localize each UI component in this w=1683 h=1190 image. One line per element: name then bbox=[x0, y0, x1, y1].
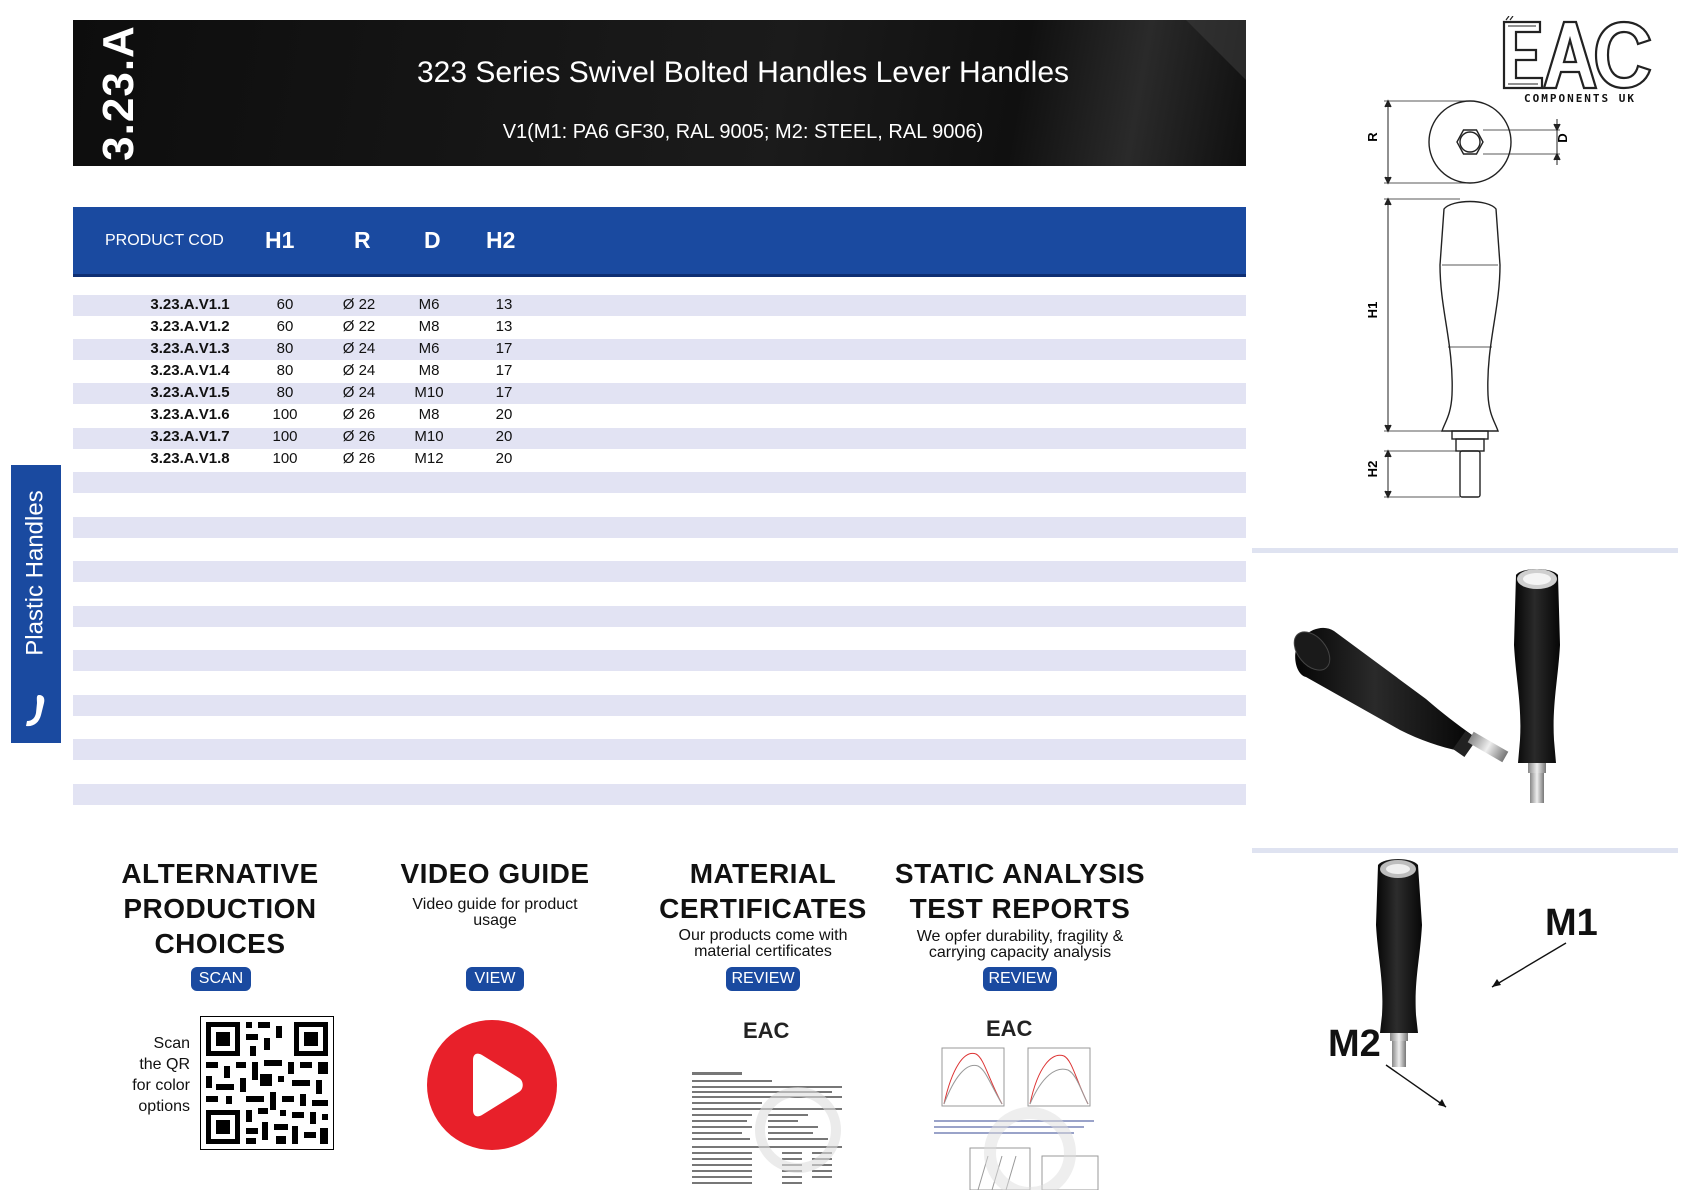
panel-divider bbox=[1252, 548, 1678, 553]
page-title: 323 Series Swivel Bolted Handles Lever Handles bbox=[416, 56, 1070, 89]
column-header-h2: H2 bbox=[486, 227, 516, 253]
cell-product-code: 3.23.A.V1.5 bbox=[150, 384, 230, 401]
section-description-line: We opfer durability, fragility & bbox=[916, 928, 1124, 945]
cell-r: Ø 24 bbox=[342, 384, 376, 401]
cell-h2: 20 bbox=[495, 406, 513, 423]
section-title-line: PRODUCTION bbox=[123, 893, 317, 924]
cell-product-code: 3.23.A.V1.1 bbox=[150, 296, 230, 313]
table-row bbox=[73, 316, 1246, 338]
test-report-thumbnail[interactable] bbox=[930, 1008, 1110, 1190]
cell-d: M10 bbox=[414, 428, 444, 445]
cell-d: M8 bbox=[418, 362, 440, 379]
section-description-line: usage bbox=[473, 912, 517, 929]
table-stripe bbox=[73, 739, 1246, 760]
cell-d: M10 bbox=[414, 384, 444, 401]
section-description-line: carrying capacity analysis bbox=[928, 944, 1112, 961]
section-title-line: STATIC ANALYSIS bbox=[894, 858, 1146, 889]
dim-label-h1: H1 bbox=[1365, 301, 1380, 319]
scan-instructions-line: options bbox=[138, 1098, 190, 1115]
cell-r: Ø 24 bbox=[342, 340, 376, 357]
qr-code-icon[interactable] bbox=[200, 1016, 334, 1150]
product-photo bbox=[1290, 565, 1660, 865]
top-view-circle bbox=[1429, 101, 1511, 183]
scan-button[interactable]: SCAN bbox=[191, 967, 251, 991]
cell-h2: 13 bbox=[495, 296, 513, 313]
cell-h2: 20 bbox=[495, 450, 513, 467]
scan-instructions-line: Scan bbox=[153, 1035, 190, 1052]
cell-d: M8 bbox=[418, 406, 440, 423]
thumbnail-logo-text: EAC bbox=[986, 1016, 1033, 1041]
column-header-h1: H1 bbox=[265, 227, 295, 253]
cell-r: Ø 26 bbox=[342, 450, 376, 467]
review-test-reports-button[interactable]: REVIEW bbox=[983, 967, 1057, 991]
cell-h2: 17 bbox=[495, 340, 513, 357]
play-video-icon[interactable] bbox=[427, 1020, 557, 1150]
cell-product-code: 3.23.A.V1.2 bbox=[150, 318, 230, 335]
table-row bbox=[73, 382, 1246, 404]
cell-d: M8 bbox=[418, 318, 440, 335]
cell-product-code: 3.23.A.V1.8 bbox=[150, 450, 230, 467]
title-banner bbox=[73, 20, 1246, 166]
material-label-m1: M1 bbox=[1545, 902, 1598, 944]
thumbnail-logo-text: EAC bbox=[743, 1018, 790, 1043]
section-title: VIDEO GUIDE bbox=[400, 858, 590, 889]
table-row bbox=[73, 404, 1246, 426]
cell-r: Ø 22 bbox=[342, 318, 376, 335]
cell-r: Ø 26 bbox=[342, 428, 376, 445]
dim-label-d: D bbox=[1555, 133, 1570, 143]
section-title-line: CHOICES bbox=[154, 928, 286, 959]
column-header-product-code: PRODUCT COD bbox=[105, 232, 224, 249]
panel-divider bbox=[1252, 848, 1678, 853]
dim-label-r: R bbox=[1365, 132, 1380, 142]
technical-drawing bbox=[1360, 95, 1580, 545]
cell-r: Ø 26 bbox=[342, 406, 376, 423]
table-row bbox=[73, 294, 1246, 316]
cell-h1: 80 bbox=[276, 362, 294, 379]
cell-h1: 100 bbox=[272, 406, 298, 423]
review-certificates-button[interactable]: REVIEW bbox=[726, 967, 800, 991]
cell-r: Ø 22 bbox=[342, 296, 376, 313]
series-code: 3.23.A bbox=[94, 25, 144, 161]
table-stripe bbox=[73, 561, 1246, 582]
table-row bbox=[73, 360, 1246, 382]
table-stripe bbox=[73, 695, 1246, 716]
cell-d: M12 bbox=[414, 450, 444, 467]
cell-h2: 17 bbox=[495, 384, 513, 401]
cell-product-code: 3.23.A.V1.4 bbox=[150, 362, 230, 379]
section-description-line: Video guide for product bbox=[412, 896, 578, 913]
cell-h1: 80 bbox=[276, 340, 294, 357]
table-row bbox=[73, 448, 1246, 470]
side-tab-label: Plastic Handles bbox=[22, 489, 50, 656]
scan-instructions-line: for color bbox=[132, 1077, 190, 1094]
table-stripe bbox=[73, 472, 1246, 493]
cell-r: Ø 24 bbox=[342, 362, 376, 379]
column-header-d: D bbox=[424, 227, 441, 253]
section-title-line: CERTIFICATES bbox=[659, 893, 867, 924]
column-header-r: R bbox=[354, 227, 371, 253]
section-title-line: ALTERNATIVE bbox=[121, 858, 319, 889]
cell-product-code: 3.23.A.V1.3 bbox=[150, 340, 230, 357]
cell-product-code: 3.23.A.V1.7 bbox=[150, 428, 230, 445]
cell-h1: 100 bbox=[272, 450, 298, 467]
cell-h2: 17 bbox=[495, 362, 513, 379]
cell-h1: 60 bbox=[276, 318, 294, 335]
section-description-line: Our products come with bbox=[678, 927, 848, 944]
view-video-button[interactable]: VIEW bbox=[466, 967, 524, 991]
cell-h2: 13 bbox=[495, 318, 513, 335]
cell-h1: 100 bbox=[272, 428, 298, 445]
cell-d: M6 bbox=[418, 340, 440, 357]
table-row bbox=[73, 426, 1246, 448]
scan-instructions-line: the QR bbox=[139, 1056, 190, 1073]
cell-h1: 60 bbox=[276, 296, 294, 313]
certificate-document-thumbnail[interactable] bbox=[688, 1010, 858, 1190]
table-stripe bbox=[73, 784, 1246, 805]
table-stripe bbox=[73, 606, 1246, 627]
section-description-line: material certificates bbox=[694, 943, 832, 960]
table-stripe bbox=[73, 650, 1246, 671]
material-label-m2: M2 bbox=[1328, 1023, 1381, 1065]
section-title-line: TEST REPORTS bbox=[909, 893, 1131, 924]
cell-d: M6 bbox=[418, 296, 440, 313]
category-side-tab[interactable] bbox=[11, 465, 61, 743]
cell-h1: 80 bbox=[276, 384, 294, 401]
table-header bbox=[73, 207, 1246, 277]
cell-product-code: 3.23.A.V1.6 bbox=[150, 406, 230, 423]
table-row bbox=[73, 338, 1246, 360]
top-view-hex bbox=[1457, 130, 1483, 154]
cell-h2: 20 bbox=[495, 428, 513, 445]
scan-instructions bbox=[110, 1033, 190, 1117]
dim-label-h2: H2 bbox=[1365, 460, 1380, 478]
table-stripe bbox=[73, 517, 1246, 538]
handle-body-outline bbox=[1440, 202, 1500, 432]
logo-tagline: COMPONENTS UK bbox=[1523, 92, 1637, 105]
lever-handle-icon bbox=[23, 693, 49, 729]
page-subtitle: V1(M1: PA6 GF30, RAL 9005; M2: STEEL, RAL 9006) bbox=[502, 121, 984, 143]
section-title-line: MATERIAL bbox=[689, 858, 837, 889]
